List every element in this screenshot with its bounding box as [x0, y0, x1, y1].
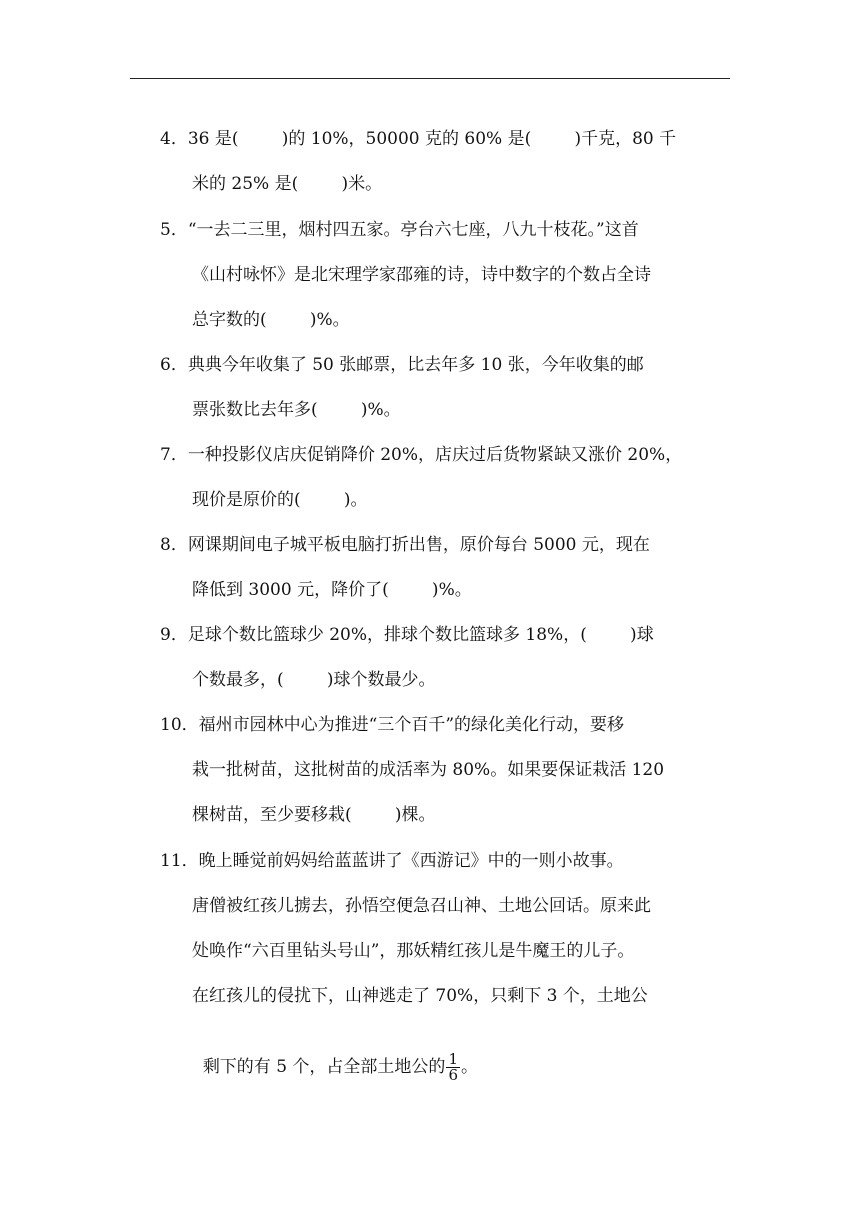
question-11-line-5-text: 剩下的有 5 个，占全部土地公的: [202, 1057, 446, 1077]
question-4-line-2: 米的 25% 是( )米。: [192, 174, 383, 194]
question-6-line-1: 6．典典今年收集了 50 张邮票，比去年多 10 张，今年收集的邮: [160, 355, 644, 375]
question-7-line-1: 7．一种投影仪店庆促销降价 20%，店庆过后货物紧缺又涨价 20%，: [160, 445, 683, 465]
question-10-line-3: 棵树苗，至少要移栽( )棵。: [192, 805, 436, 825]
question-5-line-2: 《山村咏怀》是北宋理学家邵雍的诗，诗中数字的个数占全诗: [192, 265, 651, 285]
fraction-numerator: 1: [448, 1050, 458, 1068]
question-7-line-2: 现价是原价的( )。: [192, 490, 368, 510]
question-11-line-1: 11．晚上睡觉前妈妈给蓝蓝讲了《西游记》中的一则小故事。: [160, 851, 624, 871]
question-10-line-1: 10．福州市园林中心为推进“三个百千”的绿化美化行动，要移: [160, 715, 625, 735]
question-9-line-1: 9．足球个数比篮球少 20%，排球个数比篮球多 18%，( )球: [160, 625, 654, 645]
question-11-line-5: [192, 1030, 478, 1083]
question-11-line-2: 唐僧被红孩儿掳去，孙悟空便急召山神、土地公回话。原来此: [192, 896, 651, 916]
question-5-line-3: 总字数的( )%。: [192, 310, 350, 330]
question-8-line-1: 8．网课期间电子城平板电脑打折出售，原价每台 5000 元，现在: [160, 535, 650, 555]
header-rule: [130, 78, 730, 79]
question-6-line-2: 票张数比去年多( )%。: [192, 400, 401, 420]
question-4-line-1: 4．36 是( )的 10%，50000 克的 60% 是( )千克，80 千: [160, 129, 677, 149]
question-11-line-4: 在红孩儿的侵扰下，山神逃走了 70%，只剩下 3 个，土地公: [192, 986, 648, 1006]
question-8-line-2: 降低到 3000 元，降价了( )%。: [192, 580, 472, 600]
question-11-line-3: 处唤作“六百里钻头号山”，那妖精红孩儿是牛魔王的儿子。: [192, 941, 635, 961]
question-11-line-5-end: 。: [460, 1057, 478, 1077]
question-10-line-2: 栽一批树苗，这批树苗的成活率为 80%。如果要保证栽活 120: [192, 760, 665, 780]
fraction-denominator: 6: [448, 1066, 458, 1084]
question-9-line-2: 个数最多，( )球个数最少。: [192, 670, 436, 690]
question-5-line-1: 5．“一去二三里，烟村四五家。亭台六七座，八九十枝花。”这首: [160, 220, 639, 240]
fraction-one-sixth: [446, 1052, 460, 1083]
